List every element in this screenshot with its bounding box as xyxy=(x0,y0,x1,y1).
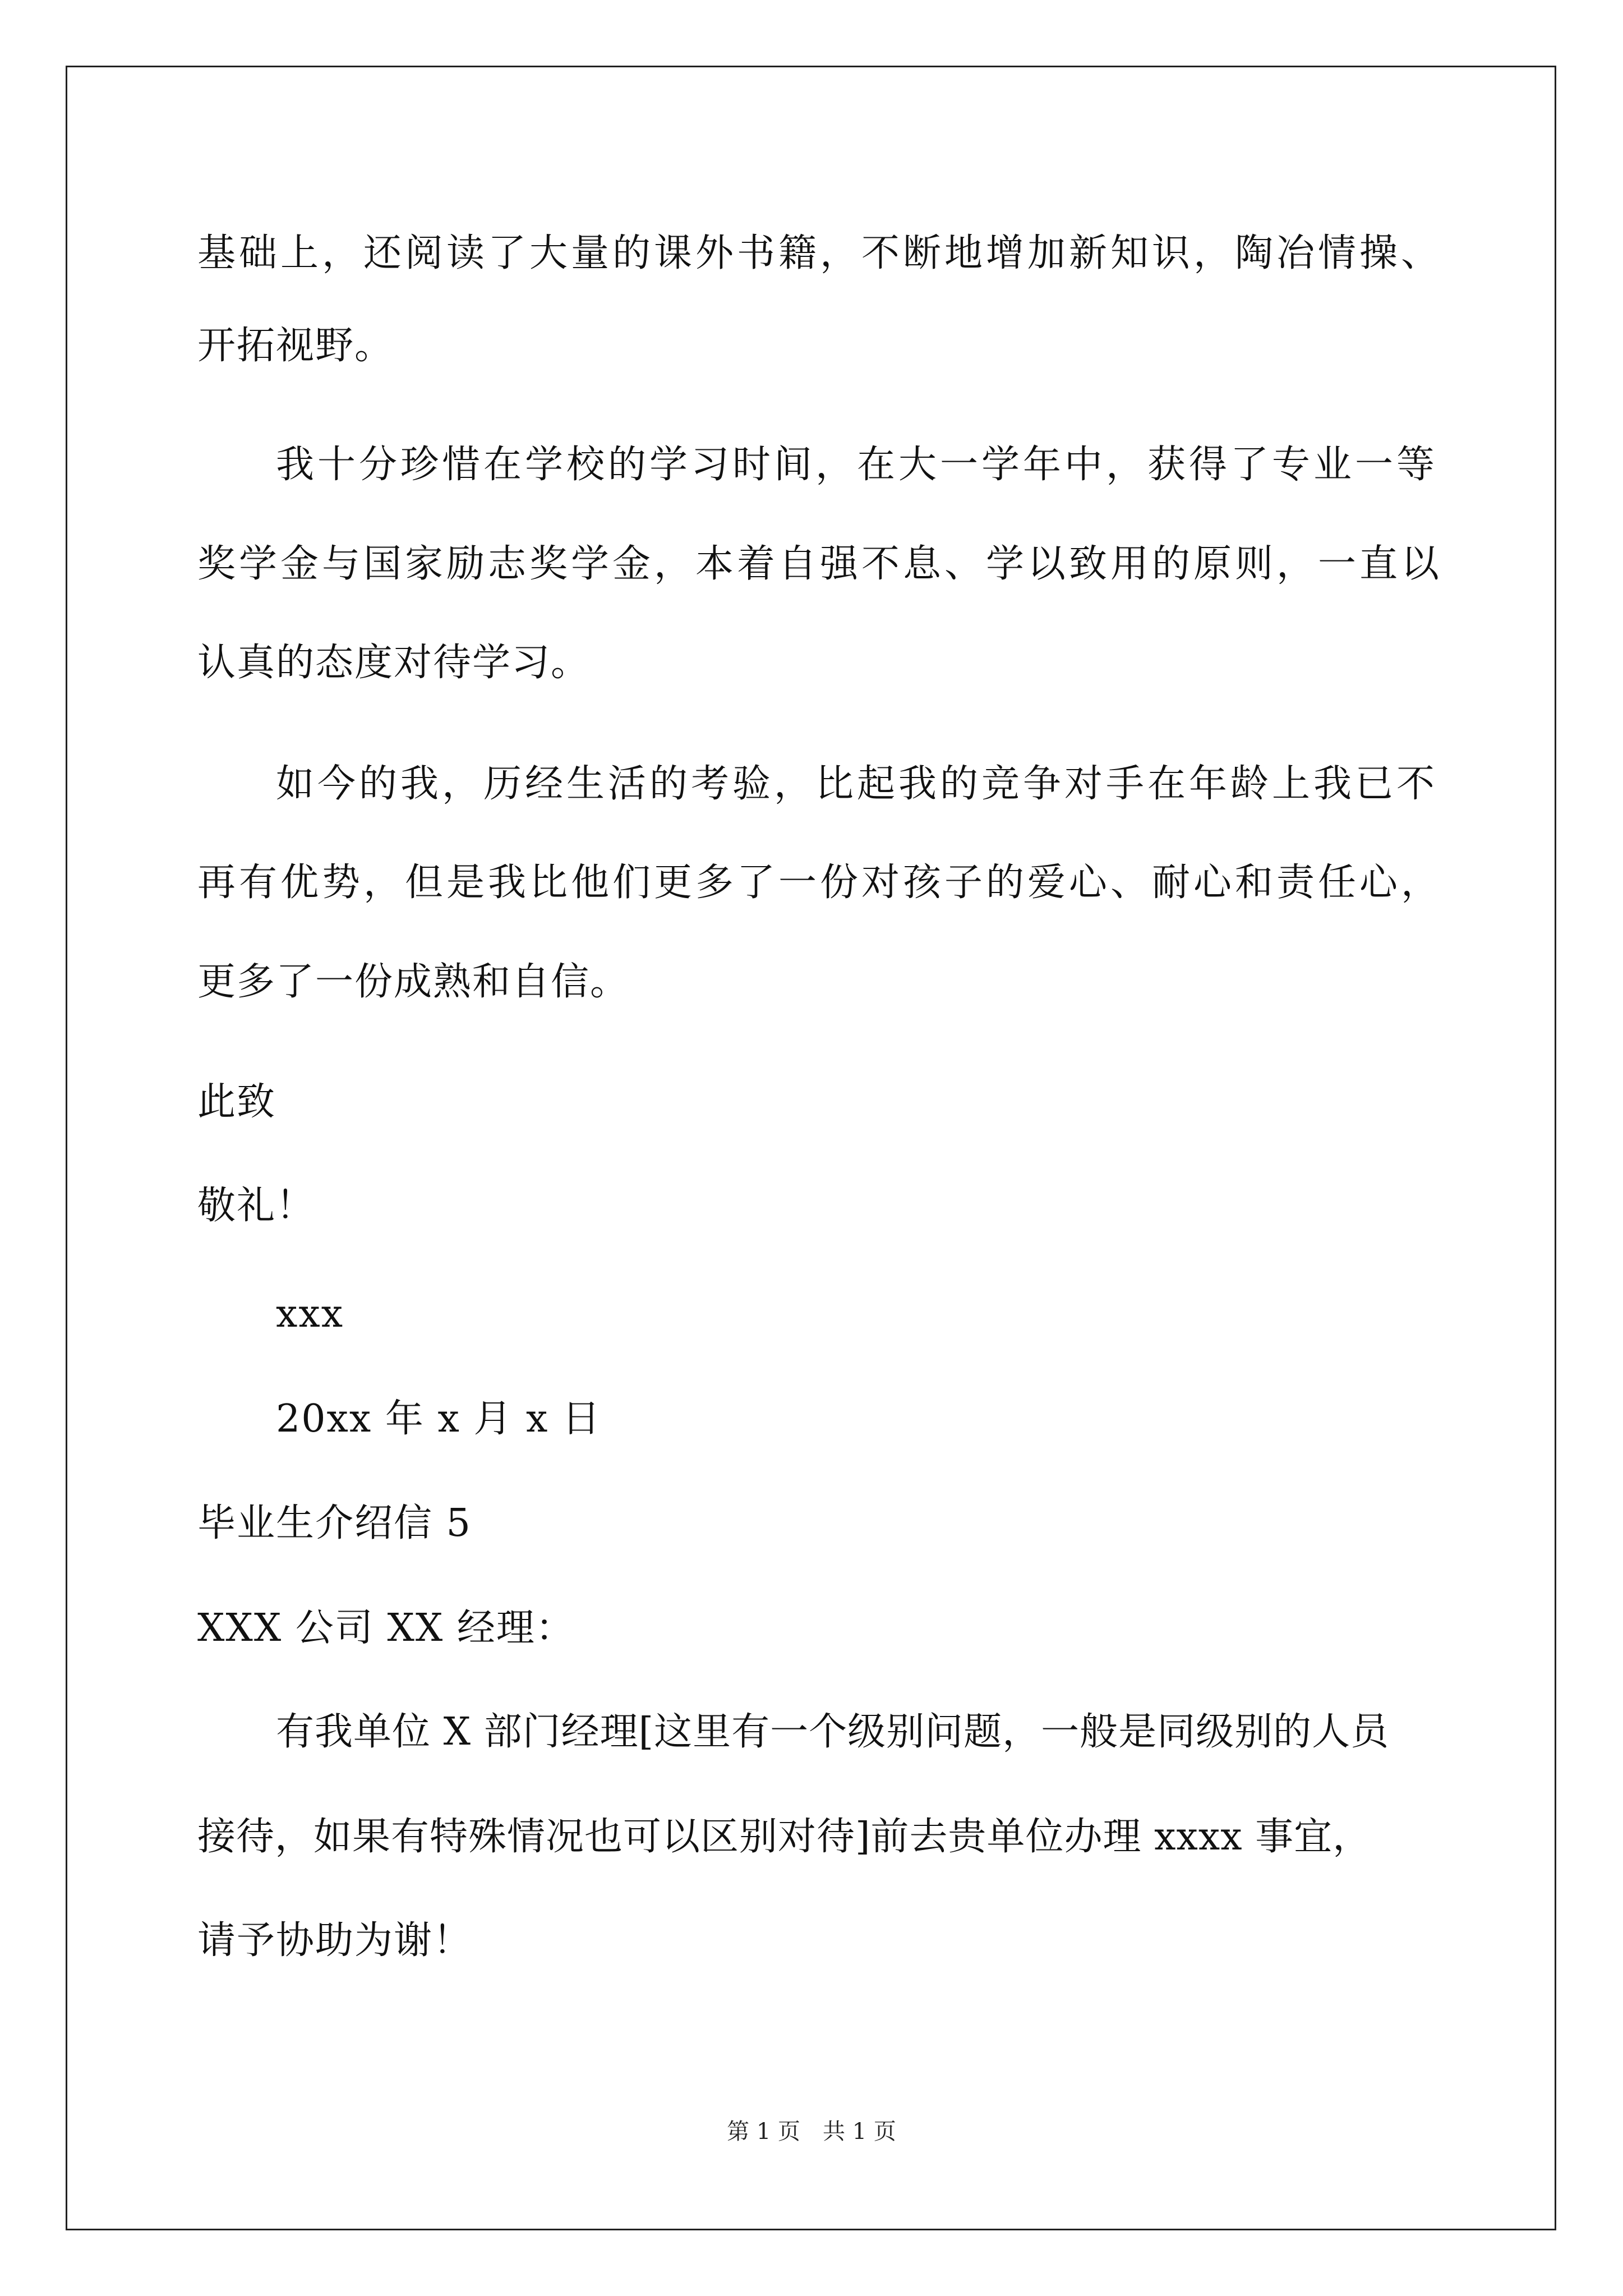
closing-salutation: 此致 xyxy=(197,1080,276,1124)
text-line: 更多了一份成熟和自信。 xyxy=(197,960,630,1004)
closing-regards: 敬礼！ xyxy=(197,1184,316,1228)
signature-date: 20xx 年 x 月 x 日 xyxy=(276,1397,602,1441)
page-footer: 第 1 页 共 1 页 xyxy=(727,2119,896,2145)
text-line: 如今的我，历经生活的考验，比起我的竞争对手在年龄上我已不 xyxy=(276,762,1438,806)
text-line: 接待，如果有特殊情况也可以区别对待]前去贵单位办理 xxxx 事宜， xyxy=(197,1815,1372,1859)
text-line: 再有优势，但是我比他们更多了一份对孩子的爱心、耐心和责任心， xyxy=(197,861,1443,905)
text-line: 我十分珍惜在学校的学习时间，在大一学年中，获得了专业一等 xyxy=(276,443,1438,487)
section-heading: 毕业生介绍信 5 xyxy=(197,1501,472,1545)
text-line: 请予协助为谢！ xyxy=(197,1918,473,1963)
text-line: 开拓视野。 xyxy=(197,324,394,368)
text-line: 基础上，还阅读了大量的课外书籍，不断地增加新知识，陶冶情操、 xyxy=(197,231,1443,275)
letter-recipient: XXX 公司 XX 经理： xyxy=(197,1606,575,1650)
signature-name: xxx xyxy=(276,1292,344,1336)
text-line: 有我单位 X 部门经理[这里有一个级别问题，一般是同级别的人员 xyxy=(276,1710,1390,1754)
page-border xyxy=(66,66,1556,2230)
text-line: 认真的态度对待学习。 xyxy=(197,641,591,685)
text-line: 奖学金与国家励志奖学金，本着自强不息、学以致用的原则，一直以 xyxy=(197,542,1443,586)
